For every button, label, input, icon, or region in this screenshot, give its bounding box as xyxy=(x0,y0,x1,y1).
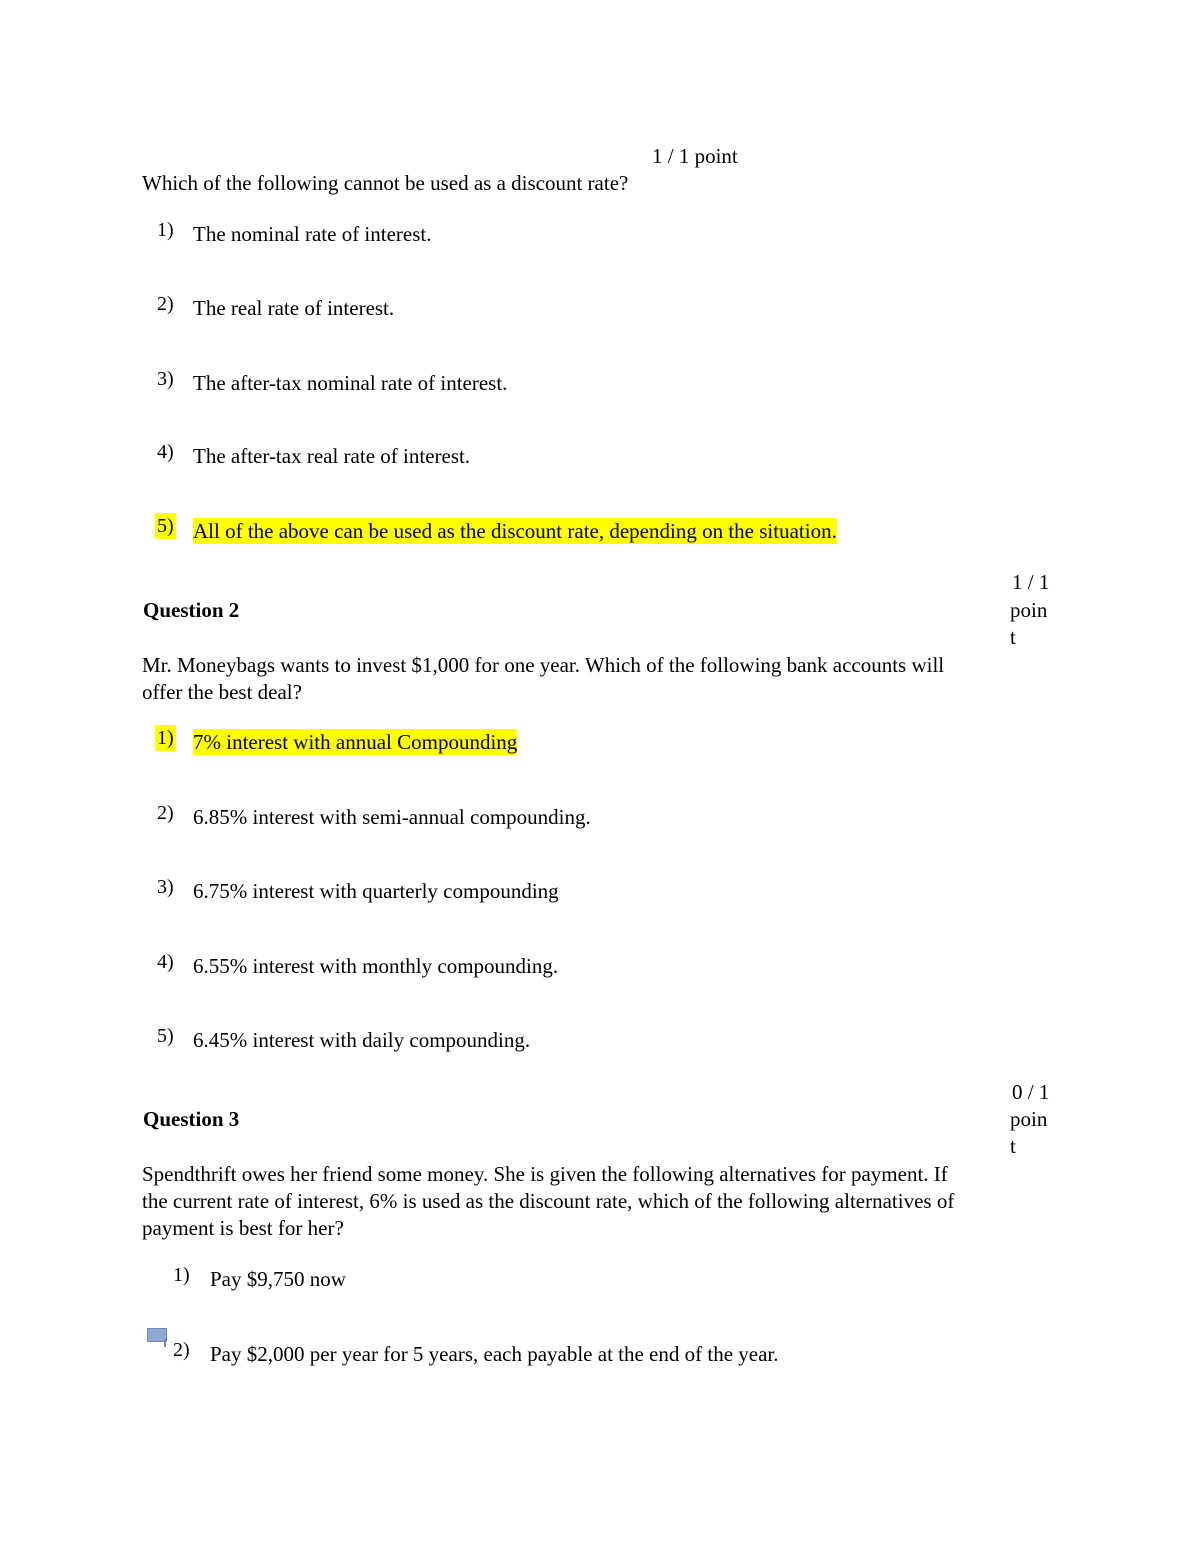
q2-option-5-number: 5) xyxy=(157,1025,174,1047)
q3-points-line-1: 0 / 1 xyxy=(1012,1080,1050,1104)
q3-points-line-2: poin xyxy=(1010,1107,1048,1131)
q3-prompt-line-3: payment is best for her? xyxy=(142,1216,344,1240)
q2-option-3-number: 3) xyxy=(157,876,174,898)
q3-option-2-number: 2) xyxy=(173,1339,190,1361)
q3-option-1-number: 1) xyxy=(173,1264,190,1286)
q1-option-1[interactable]: The nominal rate of interest. xyxy=(193,222,432,246)
q2-points-line-1: 1 / 1 xyxy=(1012,570,1050,594)
q2-points-line-3: t xyxy=(1010,625,1016,649)
q2-prompt-line-1: Mr. Moneybags wants to invest $1,000 for one year. Which of the following bank accounts will xyxy=(142,653,945,677)
q1-points: 1 / 1 point xyxy=(652,144,738,168)
q2-option-5[interactable]: 6.45% interest with daily compounding. xyxy=(193,1028,531,1052)
q2-option-3[interactable]: 6.75% interest with quarterly compounding xyxy=(193,879,559,903)
q1-option-5-number: 5) xyxy=(157,515,174,537)
q3-option-1[interactable]: Pay $9,750 now xyxy=(210,1267,346,1291)
q1-option-3-number: 3) xyxy=(157,368,174,390)
q1-option-5-selected[interactable]: All of the above can be used as the discount rate, depending on the situation. xyxy=(193,519,837,543)
q1-option-1-number: 1) xyxy=(157,219,174,241)
q1-prompt: Which of the following cannot be used as a discount rate? xyxy=(142,171,629,195)
comment-flag-icon[interactable] xyxy=(147,1328,167,1342)
q3-points-line-3: t xyxy=(1010,1134,1016,1158)
q2-option-1-number: 1) xyxy=(157,727,174,749)
q3-prompt-line-2: the current rate of interest, 6% is used as the discount rate, which of the following alternatives of xyxy=(142,1189,955,1213)
q3-option-2[interactable]: Pay $2,000 per year for 5 years, each payable at the end of the year. xyxy=(210,1342,779,1366)
q1-option-3[interactable]: The after-tax nominal rate of interest. xyxy=(193,371,508,395)
q2-option-2[interactable]: 6.85% interest with semi-annual compounding. xyxy=(193,805,591,829)
q2-option-2-number: 2) xyxy=(157,802,174,824)
q2-option-4-number: 4) xyxy=(157,951,174,973)
q2-title: Question 2 xyxy=(143,598,240,622)
q1-option-2[interactable]: The real rate of interest. xyxy=(193,296,395,320)
q3-title: Question 3 xyxy=(143,1107,240,1131)
q1-option-4-number: 4) xyxy=(157,441,174,463)
q1-option-2-number: 2) xyxy=(157,293,174,315)
q2-option-4[interactable]: 6.55% interest with monthly compounding. xyxy=(193,954,559,978)
q2-option-1-selected[interactable]: 7% interest with annual Compounding xyxy=(193,730,518,754)
q2-points-line-2: poin xyxy=(1010,598,1048,622)
q3-prompt-line-1: Spendthrift owes her friend some money. She is given the following alternatives for payment. If xyxy=(142,1162,948,1186)
q1-option-4[interactable]: The after-tax real rate of interest. xyxy=(193,444,471,468)
q2-prompt-line-2: offer the best deal? xyxy=(142,680,302,704)
